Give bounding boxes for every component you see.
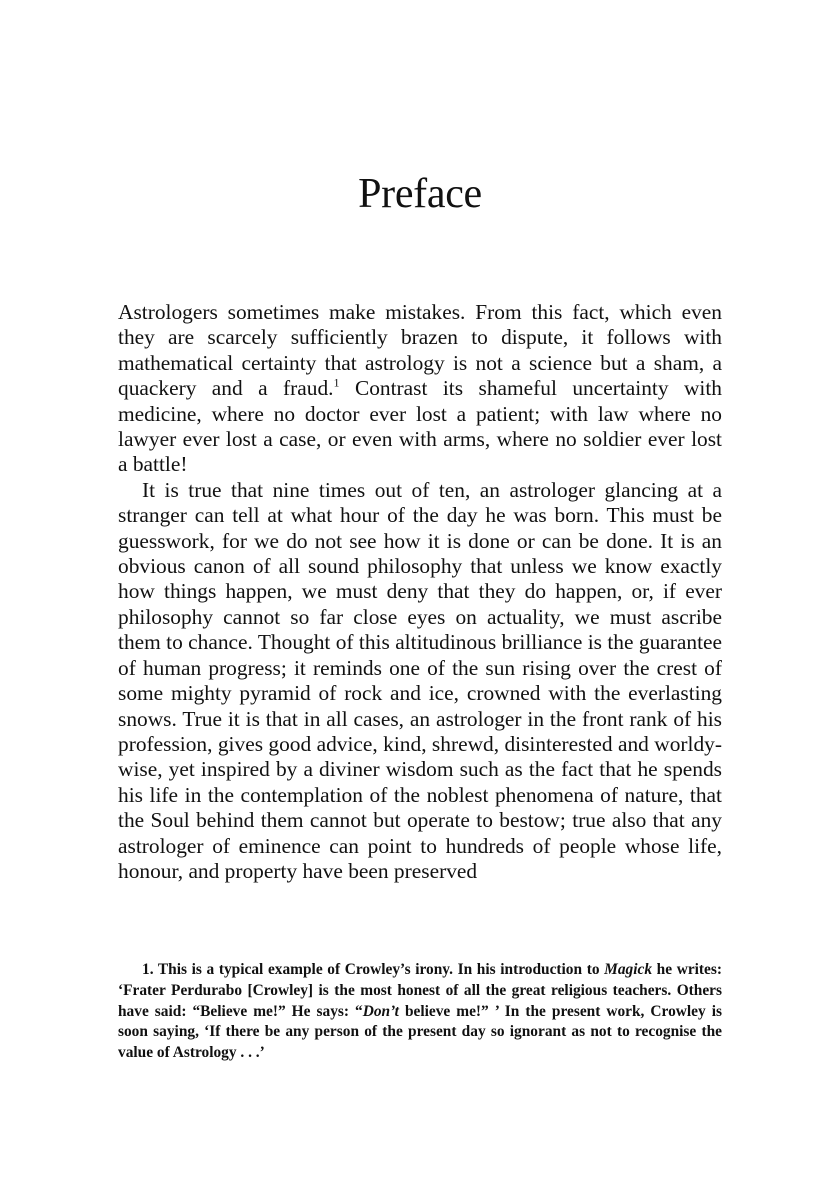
page-title: Preface <box>358 171 482 217</box>
footnote-reference: 1 <box>333 375 340 390</box>
paragraph-1-text: Astrologers sometimes make mistakes. From this fact, which even they are scarcely sufficiently brazen to dispute, it follows with mathematical certainty that astrology is not a science but a sham, a quackery and a fraud. <box>118 300 722 401</box>
paragraph-1 <box>118 300 722 478</box>
body-text <box>118 300 722 884</box>
footnote-text: 1. This is a typical example of Crowley’s irony. In his introduction to <box>142 961 605 978</box>
paragraph-1-text-continued: Contrast its shameful uncertainty with medicine, where no doctor ever lost a patient; with law where no lawyer ever lost a case, or even with arms, where no soldier ever lost a battle! <box>118 376 722 477</box>
footnote <box>118 960 722 1064</box>
footnote-text-continued: he writes: ‘Frater Perdurabo [Crowley] is the most honest of all the great religious teachers. Others have said: “Believe me!” He says: “ <box>118 961 722 1020</box>
footnote-text-end: believe me!” ’ In the present work, Crowley is soon saying, ‘If there be any person of the present day so ignorant as not to recognise the value of Astrology . . .’ <box>118 1002 722 1062</box>
footnote-1 <box>118 960 722 1064</box>
paragraph-2: It is true that nine times out of ten, an astrologer glancing at a stranger can tell at what hour of the day he was born. This must be guesswork, for we do not see how it is done or can be done. It is an obvious canon of all sound philosophy that unless we know exactly how things happen, we must deny that they do happen, or, if ever philosophy cannot so far close eyes on actuality, we must ascribe them to chance. Thought of this altitudinous brilliance is the guarantee of human progress; it reminds one of the sun rising over the crest of some mighty pyramid of rock and ice, crowned with the everlasting snows. True it is that in all cases, an astrologer in the front rank of his profession, gives good advice, kind, shrewd, disinterested and worldy-wise, yet inspired by a diviner wisdom such as the fact that he spends his life in the contemplation of the noblest phenomena of nature, that the Soul behind them cannot but operate to bestow; true also that any astrologer of eminence can point to hundreds of people whose life, honour, and property have been preserved <box>118 477 722 883</box>
footnote-italic-word: Don’t <box>362 1002 399 1020</box>
footnote-italic-title: Magick <box>604 961 653 978</box>
